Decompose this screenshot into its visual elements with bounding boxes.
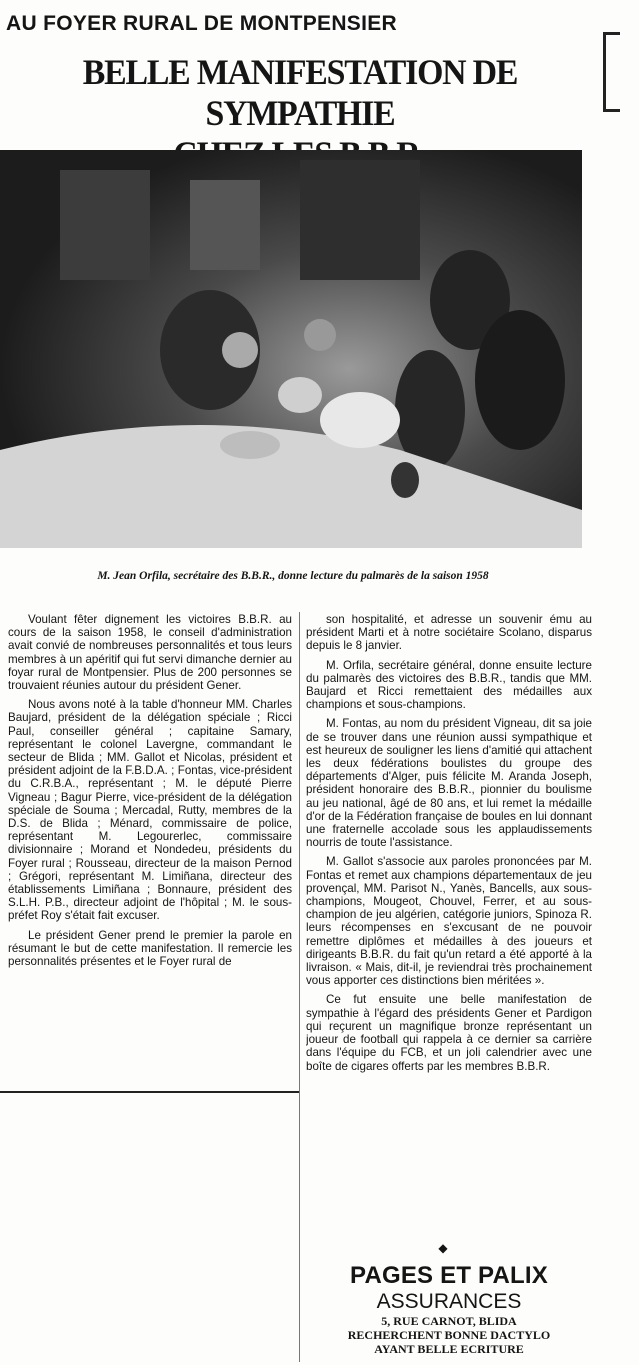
article-paragraph: M. Gallot s'associe aux paroles prononcées par M. Fontas et remet aux champions départementaux de jeu provençal, MM. Parisot N., Yanès, Bancells, aux sous-champions, Mougeot, Chouvel, Ferrer, et au sous-champion de jeu algérien, catégorie juniors, Spinoza R. leurs récompenses en s'excusant de ne pouvoir remettre diplômes et médailles à des joueurs et dirigeants B.B.R. du fait qu'un retard a été apporté à la livraison. « Mais, dit-il, je reviendrai très prochainement vous apporter ces distinctions bien méritées ». xyxy=(306,855,592,988)
column-end-rule xyxy=(0,1091,300,1093)
headline-line-1: BELLE MANIFESTATION DE SYMPATHIE xyxy=(82,52,518,133)
advert-line-1: RECHERCHENT BONNE DACTYLO xyxy=(347,1328,551,1342)
article-paragraph: Nous avons noté à la table d'honneur MM. Charles Baujard, président de la délégation spéciale ; Ricci Paul, conseiller général ; capitaine Samary, représentant le colonel Lavergne, commandant le secteur de Blida ; MM. Gallot et Nicolas, président et président adjoint de la F.B.D.A. ; Fontas, vice-président du C.R.B.A., représentant ; M. le député Pierre Vigneau ; Bagur Pierre, vice-président de la délégation spéciale de Souma ; Mercadal, Rutty, membres de la D.S. de Blida ; Ménard, commissaire de police, représentant M. Legourerlec, commissaire divisionnaire ; Morand et Nondedeu, présidents du Foyer rural ; Rousseau, directeur de la maison Pernod ; Grégori, représentant M. Limiñana, directeur des établissements Limiñana ; Bonnaure, président des S.L.H. P.B., directeur adjoint de l'hôpital ; M. le sous-préfet Roy s'était fait excuser. xyxy=(8,698,292,923)
article-kicker: AU FOYER RURAL DE MONTPENSIER xyxy=(6,12,398,35)
article-paragraph: M. Orfila, secrétaire général, donne ensuite lecture du palmarès des victoires des B.B.R., tandis que MM. Baujard et Ricci remettaient des médailles aux champions et sous-champions. xyxy=(306,658,592,712)
advertisement xyxy=(306,1262,592,1356)
banquet-photo-illustration xyxy=(0,150,582,548)
column-divider xyxy=(299,612,300,1362)
advert-title: PAGES ET PALIX xyxy=(350,1262,548,1289)
advert-line-2: AYANT BELLE ECRITURE xyxy=(374,1342,524,1356)
advert-address: 5, RUE CARNOT, BLIDA xyxy=(381,1314,517,1328)
advert-subtitle: ASSURANCES xyxy=(376,1290,522,1313)
adjacent-column-bracket xyxy=(603,32,620,112)
photo-caption: M. Jean Orfila, secrétaire des B.B.R., donne lecture du palmarès de la saison 1958 xyxy=(97,570,489,582)
article-photo xyxy=(0,150,582,548)
article-column-left xyxy=(8,613,292,1083)
article-paragraph: son hospitalité, et adresse un souvenir ému au président Marti et à notre sociétaire Scolano, disparus depuis le 8 janvier. xyxy=(306,613,592,653)
article-column-right xyxy=(306,613,592,1243)
article-paragraph: Voulant fêter dignement les victoires B.B.R. au cours de la saison 1958, le conseil d'administration avait convié de nombreuses personnalités et tous leurs membres à un apéritif qui fut servi dimanche dernier au foyar rural de Montpensier. Plus de 200 personnes se trouvaient réunies autour du président Gener. xyxy=(8,613,292,693)
article-paragraph: Le président Gener prend le premier la parole en résumant le but de cette manifestation. Il remercie les personnalités présentes et le Foyer rural de xyxy=(8,928,292,969)
article-paragraph: M. Fontas, au nom du président Vigneau, dit sa joie de se trouver dans une réunion aussi sympathique et est heureux de souligner les liens d'amitié qui attachent les deux fédérations boulistes du groupe des départements d'Alger, puis félicite M. Aranda Joseph, président honoraire des B.B.R., pionnier du boulisme au jeu national, âgé de 80 ans, et lui remet la médaille d'or de la Fédération française de boules en lui donnant une fraternelle accolade sous les applaudissements nourris de toute l'assistance. xyxy=(306,717,592,850)
diamond-ornament-icon: ◆ xyxy=(438,1241,448,1255)
article-paragraph: Ce fut ensuite une belle manifestation de sympathie à l'égard des présidents Gener et Pardigon qui reçurent un magnifique bronze représentant un joueur de football qui rappela à ce dernier sa carrière dans l'équipe du FCB, et un joli calendrier avec une boîte de cigares offerts par les membres B.B.R. xyxy=(306,993,592,1073)
